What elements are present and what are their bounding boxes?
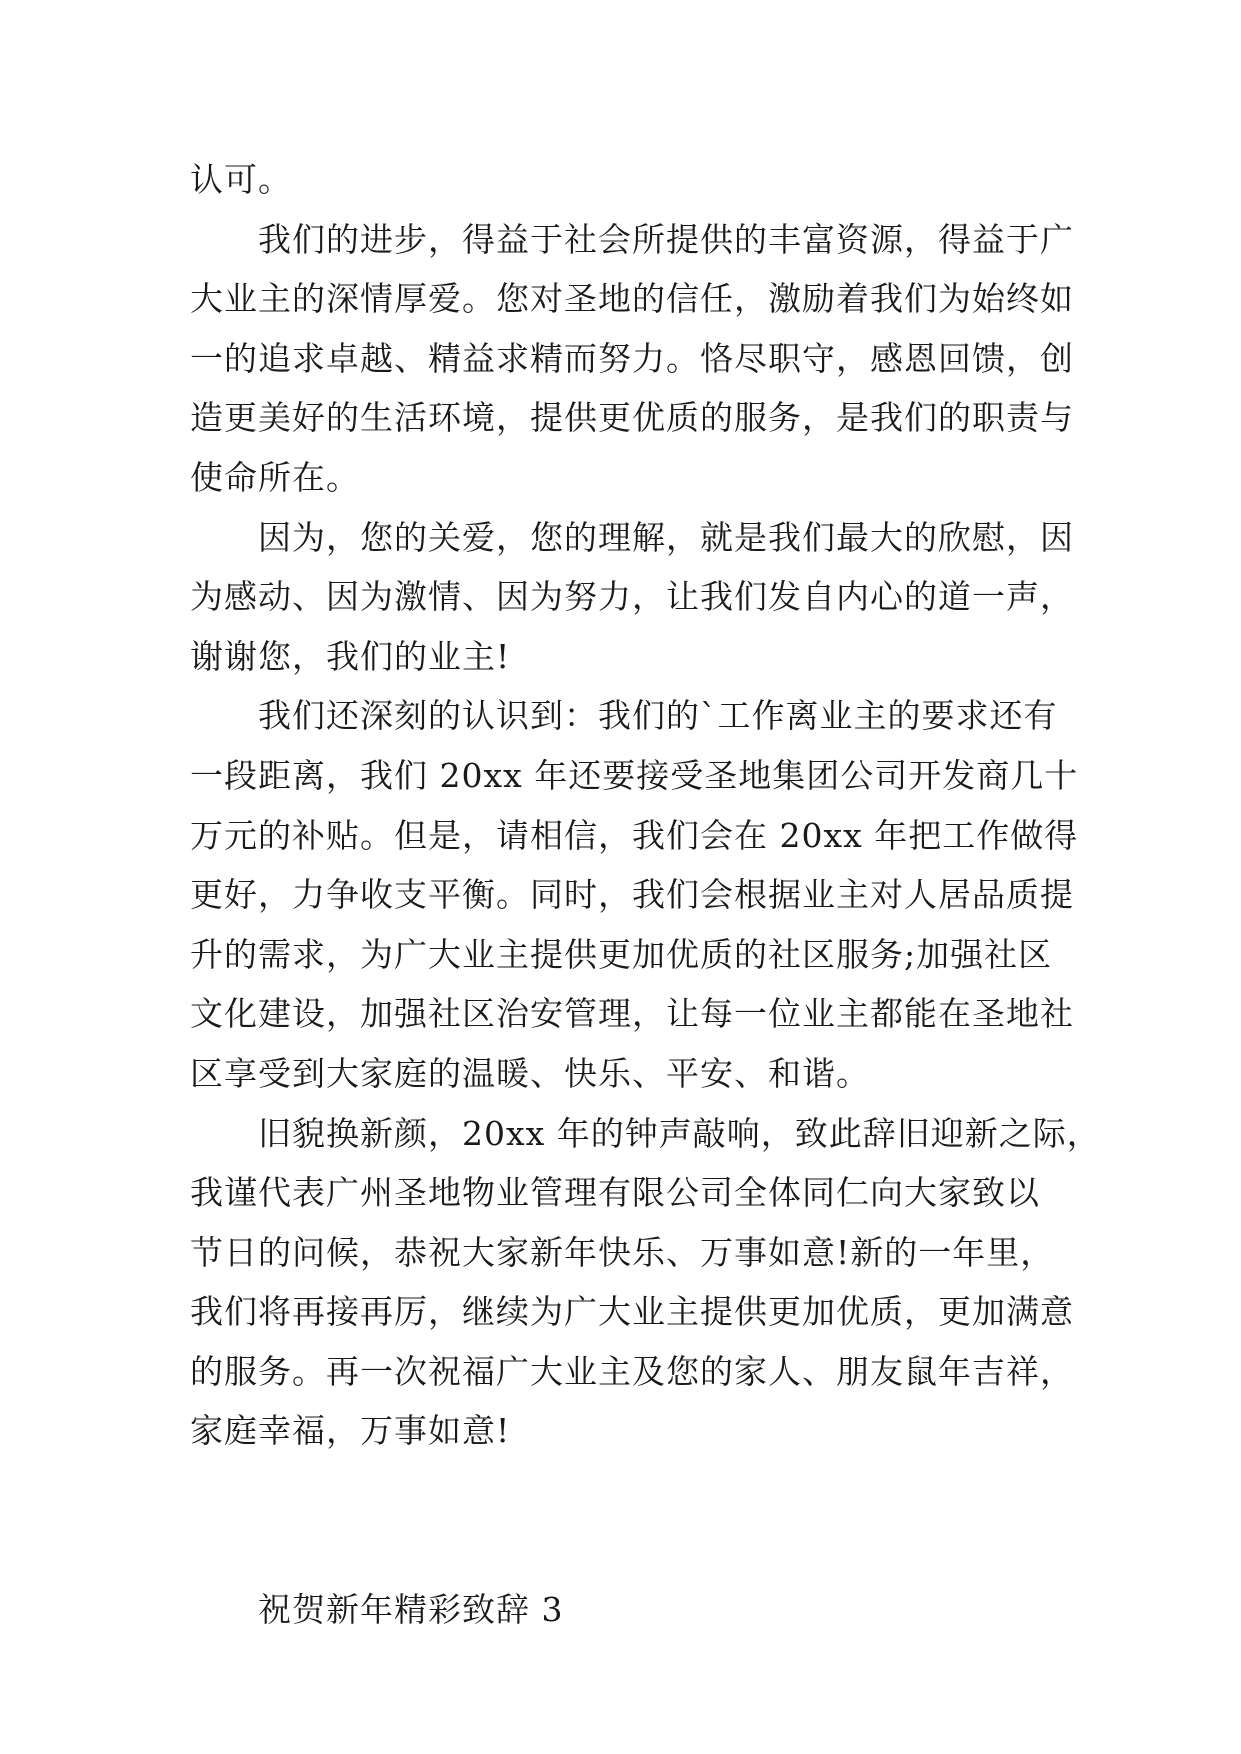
paragraph-continuation [190,150,1050,210]
text-line: 我们将再接再厉，继续为广大业主提供更加优质，更加满意 [190,1292,1074,1332]
text-line: 一段距离，我们 20xx 年还要接受圣地集团公司开发商几十 [190,755,1079,795]
paragraph-progress [190,210,1074,508]
text-line: 因为，您的关爱，您的理解，就是我们最大的欣慰，因 [258,517,1074,557]
paragraph-greeting [190,1104,1101,1462]
paragraph-recognition [190,686,1079,1103]
text-line: 为感动、因为激情、因为努力，让我们发自内心的道一声， [190,577,1074,617]
section-spacer [190,1461,1050,1580]
text-line: 我们还深刻的认识到：我们的`工作离业主的要求还有 [258,696,1058,736]
text-line: 我谨代表广州圣地物业管理有限公司全体同仁向大家致以 [190,1173,1040,1213]
text-line: 旧貌换新颜，20xx 年的钟声敲响，致此辞旧迎新之际， [258,1113,1101,1153]
text-line: 万元的补贴。但是，请相信，我们会在 20xx 年把工作做得 [190,815,1079,855]
paragraph-thanks [190,508,1074,687]
text-line: 使命所在。 [190,457,360,497]
text-line: 更好，力争收支平衡。同时，我们会根据业主对人居品质提 [190,875,1074,915]
text-line: 家庭幸福，万事如意! [190,1411,511,1451]
text-line: 一的追求卓越、精益求精而努力。恪尽职守，感恩回馈，创 [190,338,1074,378]
text-line: 的服务。再一次祝福广大业主及您的家人、朋友鼠年吉祥， [190,1351,1074,1391]
text-line: 节日的问候，恭祝大家新年快乐、万事如意!新的一年里， [190,1232,1055,1272]
text-line: 大业主的深情厚爱。您对圣地的信任，激励着我们为始终如 [190,279,1074,319]
text-line: 造更美好的生活环境，提供更优质的服务，是我们的职责与 [190,398,1074,438]
text-line: 文化建设，加强社区治安管理，让每一位业主都能在圣地社 [190,994,1074,1034]
text-line: 认可。 [190,160,292,199]
section-heading: 祝贺新年精彩致辞 3 [258,1590,564,1630]
text-line: 我们的进步，得益于社会所提供的丰富资源，得益于广 [258,219,1074,259]
text-line: 区享受到大家庭的温暖、快乐、平安、和谐。 [190,1053,870,1093]
text-line: 谢谢您，我们的业主! [190,636,511,676]
document-body [190,150,1101,1640]
text-line: 升的需求，为广大业主提供更加优质的社区服务;加强社区 [190,934,1053,974]
